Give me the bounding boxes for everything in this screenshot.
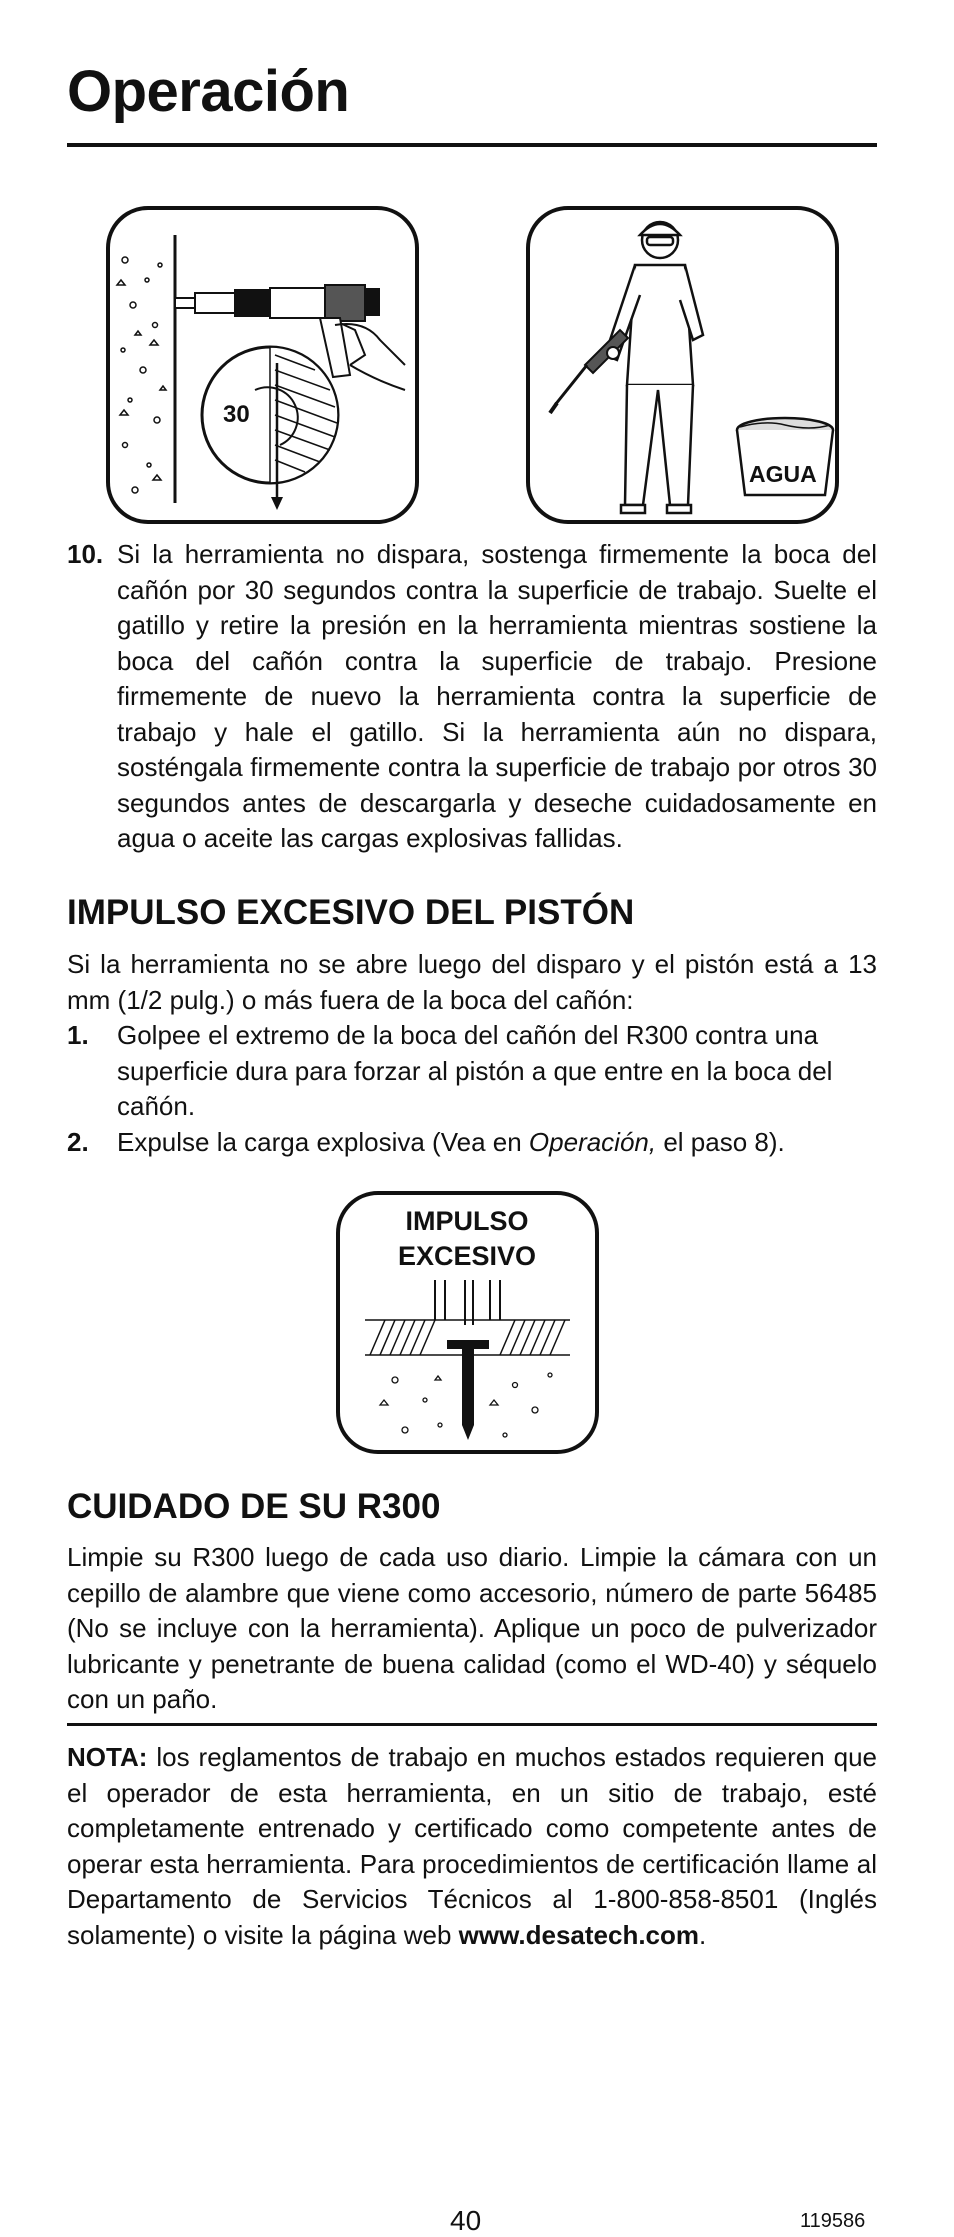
list-text-end: el paso 8). (656, 1127, 785, 1157)
list-text (117, 1125, 877, 1161)
title-rule (67, 143, 877, 147)
page-number: 40 (450, 2205, 482, 2236)
step-text: Si la herramienta no dispara, sostenga firmemente la boca del cañón por 30 segundos contra la superficie de trabajo. Suelte el gatillo y retire la presión en la herramienta mientras sostiene la boca del cañón contra la superficie de trabajo. Presione firmemente de nuevo la herramienta contra la superficie de trabajo y hale el gatillo. Si la herramienta aún no dispara, sosténgala firmemente contra la superficie de trabajo por otros 30 segundos antes de descargarla y deseche cuidadosamente en agua o aceite las cargas explosivas fallidas. (117, 539, 877, 853)
list-text-italic: Operación, (528, 1127, 657, 1157)
note-end: . (699, 1919, 707, 1950)
overdrive-label-line2: EXCESIVO (397, 1241, 537, 1271)
list-item (67, 1018, 877, 1125)
step-number: 10. (67, 539, 104, 569)
note-divider (67, 1723, 877, 1726)
list-number: 1. (67, 1020, 89, 1050)
list-number: 2. (67, 1127, 89, 1157)
list-text-start: Expulse la carga explosiva (Vea en (117, 1127, 529, 1157)
overdrive-label-line1: IMPULSO (405, 1206, 529, 1236)
care-text: Limpie su R300 luego de cada uso diario. Limpie la cámara con un cepillo de alambre que viene como accesorio, número de parte 56485 (No se incluye con la herramienta). Aplique un poco de pulverizador lubricante y penetrante de buena calidad (como el WD-40) y séquelo con un paño. (67, 1542, 877, 1714)
list-text: Golpee el extremo de la boca del cañón del R300 contra una superficie dura para forzar al pistón a que entre en la boca del cañón. (117, 1020, 833, 1121)
note-text: los reglamentos de trabajo en muchos estados requieren que el operador de esta herramienta, en un sitio de trabajo, esté completamente entrenado y certificado como competente antes de operar esta herramienta. Para procedimientos de certificación llame al Departamento de Servicios Técnicos al 1-800-858-8501 (Inglés solamente) o visite la página web (67, 1742, 877, 1950)
note-paragraph (67, 1740, 877, 1953)
overdrive-heading: IMPULSO EXCESIVO DEL PISTÓN (67, 893, 635, 932)
step-10 (67, 537, 877, 857)
note-label: NOTA: (67, 1742, 148, 1772)
worker-water-figure (525, 205, 840, 525)
website-link[interactable]: www.desatech.com (458, 1919, 700, 1950)
overdrive-figure (335, 1190, 600, 1455)
page-title: Operación (67, 59, 350, 124)
document-code: 119586 (800, 2210, 866, 2232)
list-item (67, 1125, 877, 1161)
overdrive-intro: Si la herramienta no se abre luego del disparo y el pistón está a 13 mm (1/2 pulg.) o más fuera de la boca del cañón: (67, 949, 877, 1015)
water-label: AGUA (749, 461, 817, 487)
tool-timer-figure (105, 205, 420, 525)
care-heading: CUIDADO DE SU R300 (67, 1487, 441, 1526)
timer-label: 30 (223, 401, 250, 428)
